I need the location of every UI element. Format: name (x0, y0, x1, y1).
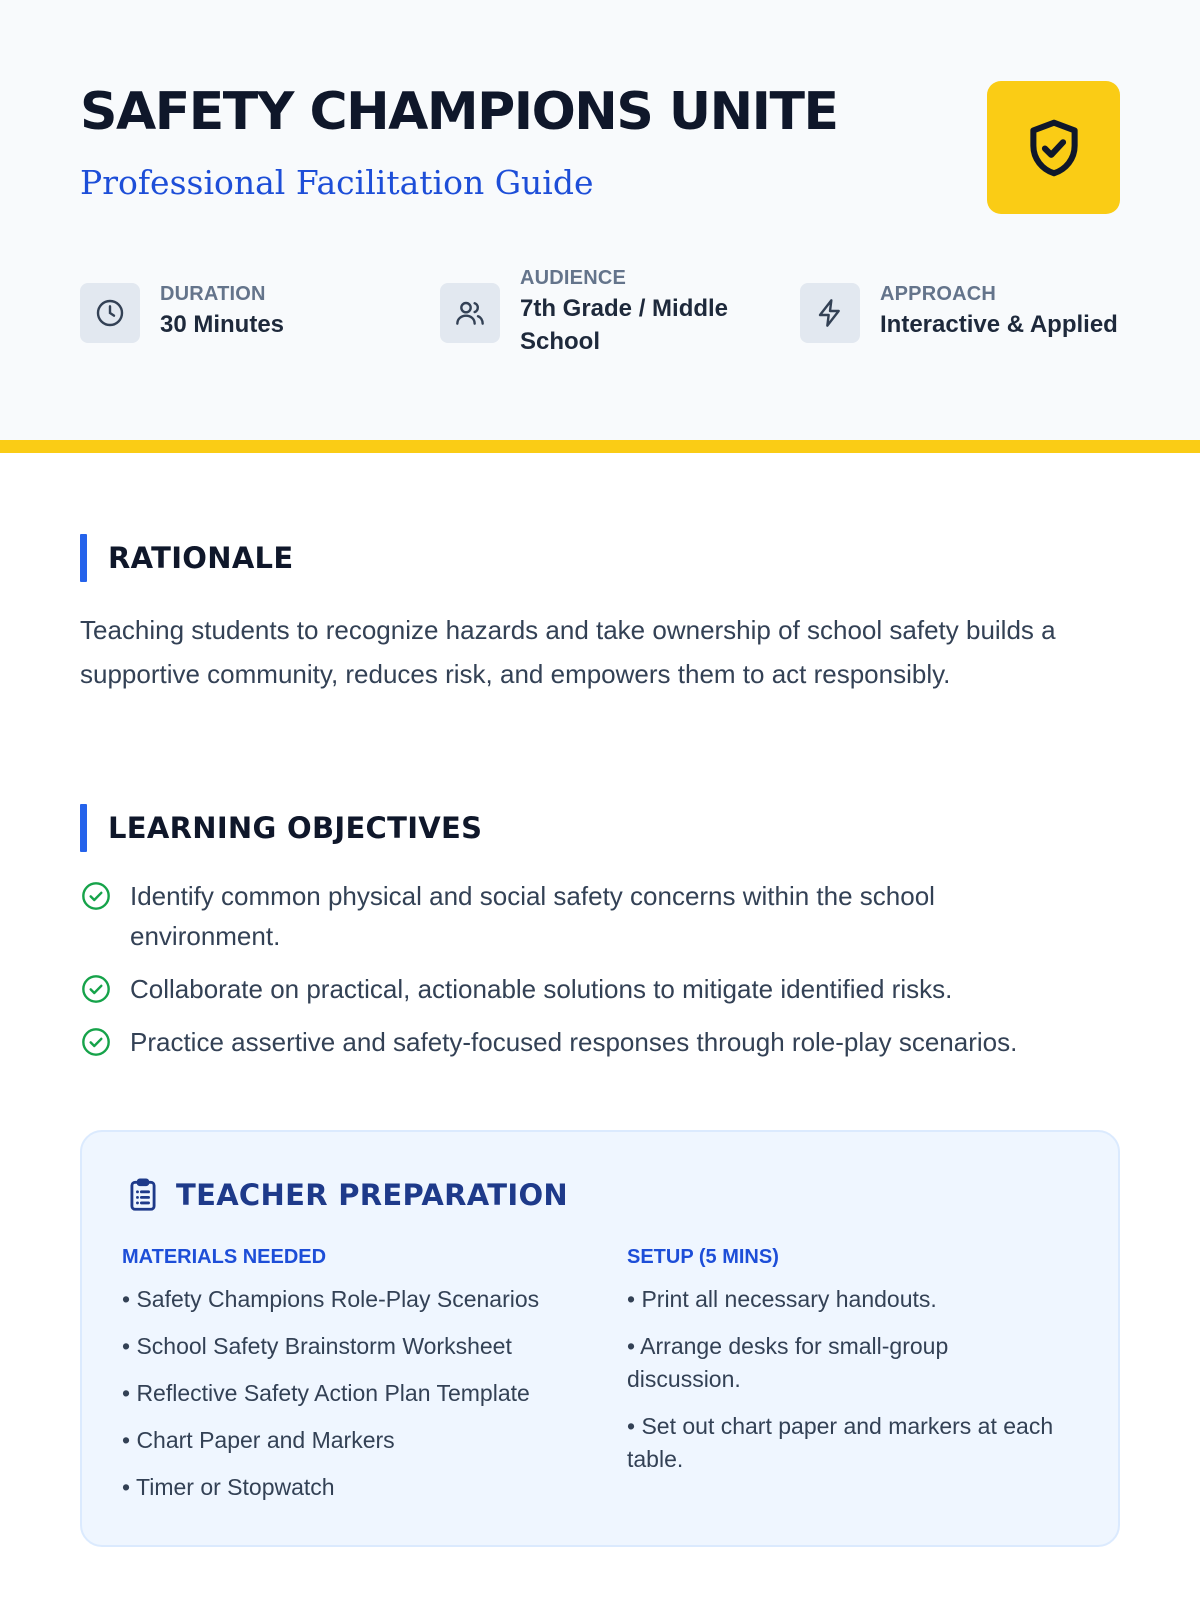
teacher-preparation-card (80, 1130, 1120, 1547)
section-accent-bar (80, 534, 87, 582)
objectives-list (80, 876, 1140, 1075)
list-item: • Reflective Safety Action Plan Template (122, 1380, 530, 1406)
section-heading-objectives (80, 804, 482, 852)
check-circle-icon (80, 1026, 112, 1058)
list-item: • Set out chart paper and markers at each table. (627, 1413, 1054, 1472)
list-item (80, 969, 1140, 1009)
meta-value: 7th Grade / Middle School (520, 295, 729, 355)
lightning-icon (814, 297, 846, 329)
users-icon (454, 297, 486, 329)
setup-column (627, 1246, 1067, 1490)
list-item: • Print all necessary handouts. (627, 1286, 937, 1312)
meta-icon-box (440, 283, 500, 343)
column-title: SETUP (5 MINS) (627, 1246, 779, 1268)
section-title: LEARNING OBJECTIVES (108, 811, 483, 845)
objective-text: Collaborate on practical, actionable solutions to mitigate identified risks. (130, 974, 953, 1004)
meta-value: Interactive & Applied (880, 311, 1118, 338)
setup-list (627, 1283, 1067, 1476)
check-circle-icon (80, 973, 112, 1005)
column-title: MATERIALS NEEDED (122, 1246, 327, 1268)
section-title: TEACHER PREPARATION (176, 1178, 568, 1212)
meta-audience (440, 267, 760, 358)
section-title: RATIONALE (108, 541, 294, 575)
meta-label: DURATION (160, 283, 266, 305)
shield-check-icon (1021, 115, 1087, 181)
list-item (80, 876, 1140, 956)
materials-list (122, 1283, 592, 1504)
meta-icon-box (800, 283, 860, 343)
list-item: • Safety Champions Role-Play Scenarios (122, 1286, 540, 1312)
meta-icon-box (80, 283, 140, 343)
meta-label: APPROACH (880, 283, 997, 305)
clipboard-list-icon (124, 1176, 162, 1214)
clock-icon (94, 297, 126, 329)
prep-heading (124, 1176, 568, 1214)
objective-text: Practice assertive and safety-focused responses through role-play scenarios. (130, 1027, 1018, 1057)
section-accent-bar (80, 804, 87, 852)
page-subtitle: Professional Facilitation Guide (80, 163, 594, 202)
section-heading-rationale (80, 534, 293, 582)
meta-duration (80, 283, 284, 343)
list-item (80, 1022, 1140, 1062)
meta-label: AUDIENCE (520, 267, 627, 289)
header (0, 0, 1200, 440)
shield-badge (987, 81, 1120, 214)
objective-text: Identify common physical and social safety concerns within the school environment. (130, 881, 935, 951)
list-item: • Timer or Stopwatch (122, 1474, 335, 1500)
list-item: • School Safety Brainstorm Worksheet (122, 1333, 512, 1359)
header-divider (0, 440, 1200, 453)
rationale-text: Teaching students to recognize hazards and take ownership of school safety builds a supportive community, reduces risk, and empowers them to act responsibly. (80, 615, 1056, 689)
list-item: • Chart Paper and Markers (122, 1427, 395, 1453)
meta-value: 30 Minutes (160, 311, 285, 338)
page-title: SAFETY CHAMPIONS UNITE (80, 82, 838, 142)
materials-column (122, 1246, 592, 1518)
check-circle-icon (80, 880, 112, 912)
list-item: • Arrange desks for small-group discussion. (627, 1333, 949, 1392)
meta-approach (800, 283, 1118, 343)
